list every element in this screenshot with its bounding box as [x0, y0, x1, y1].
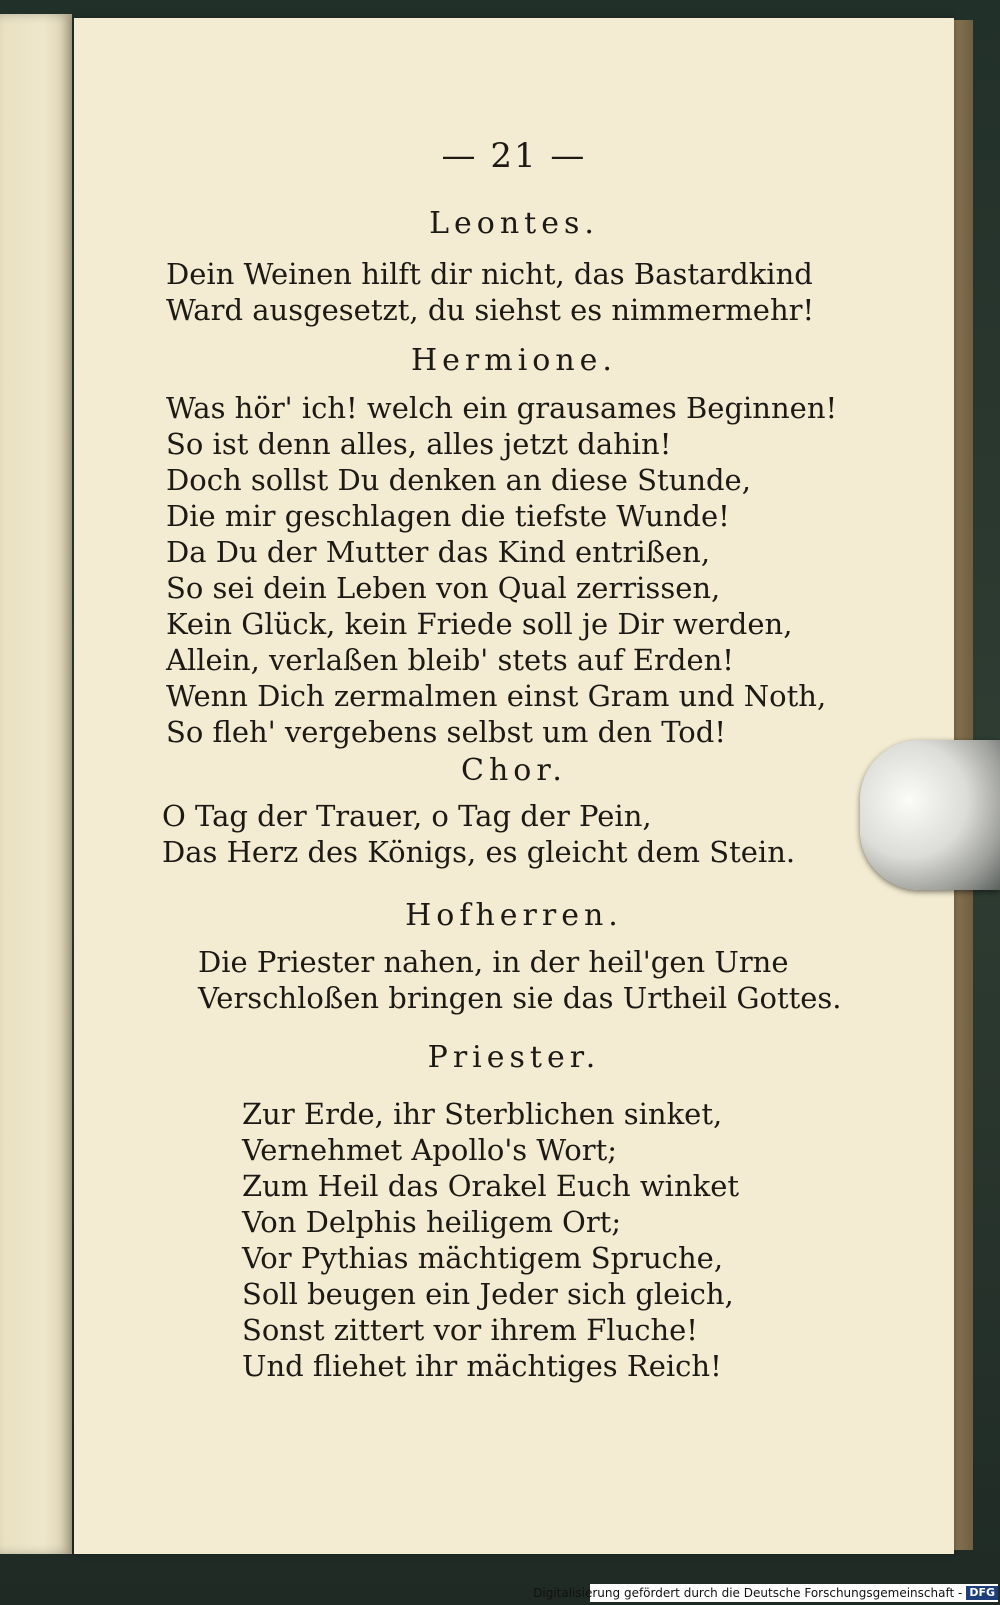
verse-line: Verschloßen bringen sie das Urtheil Gottes.: [198, 981, 842, 1015]
verse-line: Allein, verlaßen bleib' stets auf Erden!: [166, 643, 734, 677]
dfg-logo-icon: DFG: [966, 1586, 998, 1600]
verse-line: Von Delphis heiligem Ort;: [242, 1205, 622, 1239]
page-text: [74, 18, 954, 1554]
verse-line: O Tag der Trauer, o Tag der Pein,: [162, 799, 652, 833]
verse-line: Zur Erde, ihr Sterblichen sinket,: [242, 1097, 723, 1131]
verse-leontes: [166, 256, 814, 328]
verse-line: So ist denn alles, alles jetzt dahin!: [166, 427, 672, 461]
digitization-credit: [533, 1584, 998, 1602]
verse-line: Doch sollst Du denken an diese Stunde,: [166, 463, 751, 497]
speaker-leontes: Leontes.: [429, 206, 599, 241]
verse-chor: [162, 798, 795, 870]
speaker-hermione: Hermione.: [411, 343, 617, 378]
verse-line: Sonst zittert vor ihrem Fluche!: [242, 1313, 698, 1347]
verse-line: Wenn Dich zermalmen einst Gram und Noth,: [166, 679, 827, 713]
page-number: — 21 —: [441, 136, 587, 176]
verse-line: Dein Weinen hilft dir nicht, das Bastardkind: [166, 257, 813, 291]
book-page: [74, 18, 954, 1554]
verse-line: Das Herz des Königs, es gleicht dem Stein.: [162, 835, 796, 869]
verse-line: Ward ausgesetzt, du siehst es nimmermehr!: [166, 293, 815, 327]
verse-line: So sei dein Leben von Qual zerrissen,: [166, 571, 721, 605]
verse-priester: [242, 1096, 739, 1384]
verse-line: Die mir geschlagen die tiefste Wunde!: [166, 499, 730, 533]
page-clip: [860, 740, 1000, 890]
verse-line: Was hör' ich! welch ein grausames Beginnen!: [166, 391, 838, 425]
verse-line: Kein Glück, kein Friede soll je Dir werden,: [166, 607, 793, 641]
verse-line: Vor Pythias mächtigem Spruche,: [242, 1241, 724, 1275]
verse-line: Zum Heil das Orakel Euch winket: [242, 1169, 740, 1203]
verse-line: Die Priester nahen, in der heil'gen Urne: [198, 945, 789, 979]
verse-line: Vernehmet Apollo's Wort;: [242, 1133, 617, 1167]
speaker-hofherren: Hofherren.: [405, 898, 623, 933]
verse-hermione: [166, 390, 837, 750]
verse-line: Da Du der Mutter das Kind entrißen,: [166, 535, 711, 569]
verse-line: Und fliehet ihr mächtiges Reich!: [242, 1349, 722, 1383]
speaker-priester: Priester.: [427, 1040, 601, 1075]
verse-hofherren: [198, 944, 842, 1016]
verse-line: So fleh' vergebens selbst um den Tod!: [166, 715, 726, 749]
verse-line: Soll beugen ein Jeder sich gleich,: [242, 1277, 734, 1311]
credit-text: Digitalisierung gefördert durch die Deutsche Forschungsgemeinschaft -: [533, 1586, 963, 1600]
previous-page-edge: [0, 14, 72, 1554]
speaker-chor: Chor.: [461, 753, 567, 788]
